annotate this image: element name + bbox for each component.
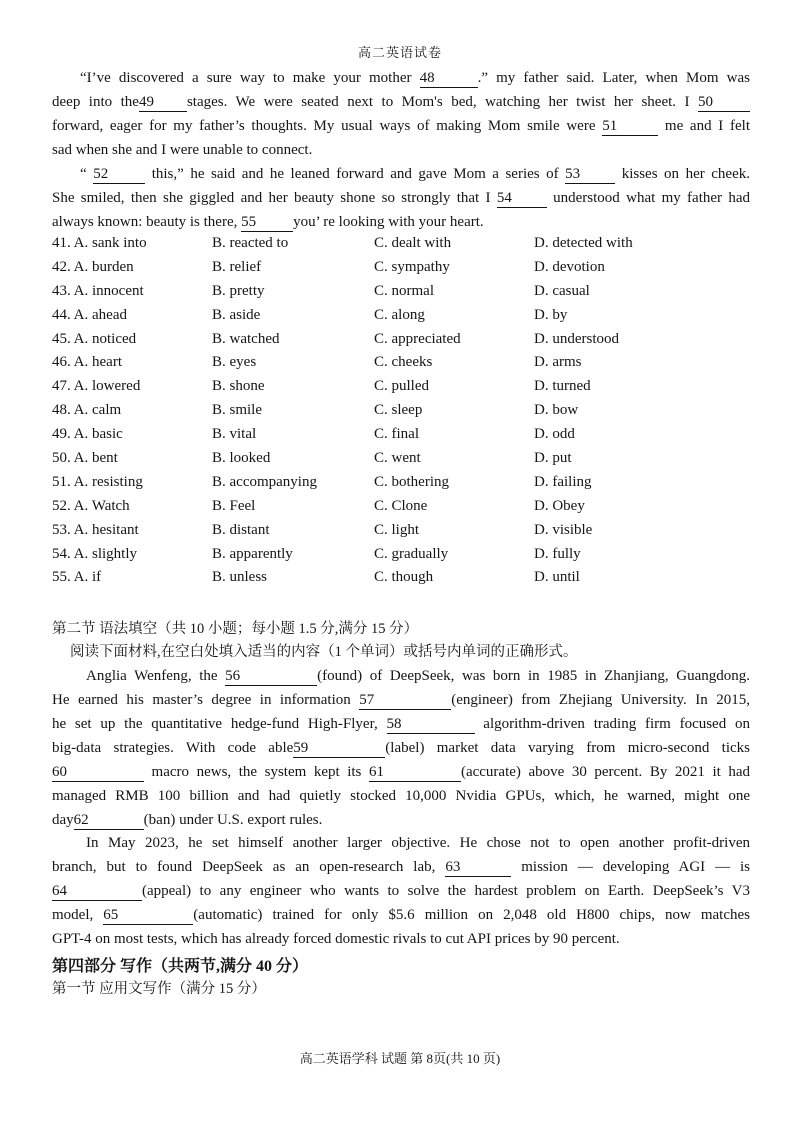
grammar-paragraph-2: In May 2023, he set himself another larger objective. He chose not to open another profit-driven branch, but to found DeepSeek as an open-research lab, 63 mission — developing AGI — is 64 (appeal) to any engineer who wants to solve the hardest problem on Earth. DeepSeek’s V3 model, 65 (automatic) trained for only $5.6 million on 2,048 old H800 chips, now matches GPT-4 on most tests, which has already forced domestic rivals to cut API prices by 90 percent. bbox=[52, 835, 750, 947]
option-choice[interactable]: C. Clone bbox=[374, 497, 428, 514]
option-choice[interactable]: C. pulled bbox=[374, 378, 429, 395]
option-choice[interactable]: 44. A. ahead bbox=[52, 306, 127, 323]
option-row bbox=[52, 543, 752, 567]
option-choice[interactable]: 53. A. hesitant bbox=[52, 521, 139, 538]
option-row bbox=[52, 328, 752, 352]
option-choice[interactable]: B. relief bbox=[212, 258, 262, 275]
option-choice[interactable]: C. sleep bbox=[374, 402, 423, 419]
option-choice[interactable]: 49. A. basic bbox=[52, 426, 123, 443]
option-choice[interactable]: D. odd bbox=[534, 426, 575, 443]
option-choice[interactable]: B. unless bbox=[212, 569, 268, 586]
option-choice[interactable]: D. arms bbox=[534, 354, 582, 371]
option-choice[interactable]: 42. A. burden bbox=[52, 258, 134, 275]
option-choice[interactable]: 55. A. if bbox=[52, 569, 102, 586]
option-choice[interactable]: C. appreciated bbox=[374, 330, 461, 347]
option-row bbox=[52, 280, 752, 304]
option-choice[interactable]: D. bow bbox=[534, 402, 579, 419]
option-choice[interactable]: B. distant bbox=[212, 521, 270, 538]
option-choice[interactable]: D. turned bbox=[534, 378, 591, 395]
option-choice[interactable]: D. put bbox=[534, 450, 572, 467]
option-choice[interactable]: B. aside bbox=[212, 306, 261, 323]
option-choice[interactable]: 43. A. innocent bbox=[52, 282, 144, 299]
blank-62[interactable]: 62 bbox=[74, 811, 144, 830]
grammar-paragraph-1: Anglia Wenfeng, the 56 (found) of DeepSeek, was born in 1985 in Zhanjiang, Guangdong. He earned his master’s degree in information 57 (engineer) from Zhejiang University. In 2015, he set up the quantitative hedge-fund High-Flyer, 58 algorithm-driven trading firm focused on big-data strategies. With code able59 (label) market data varying from micro-second ticks 60 macro news, the system kept its 61 (accurate) above 30 percent. By 2021 it had managed RMB 100 billion and had quietly stocked 10,000 Nvidia GPUs, which, he warned, might one day62 (ban) under U.S. export rules. bbox=[52, 668, 750, 828]
option-choice[interactable]: 41. A. sank into bbox=[52, 235, 147, 251]
option-choice[interactable]: C. gradually bbox=[374, 545, 449, 562]
blank-51[interactable]: 51 bbox=[602, 117, 658, 136]
option-choice[interactable]: B. pretty bbox=[212, 282, 265, 299]
blank-57[interactable]: 57 bbox=[359, 691, 451, 710]
option-row bbox=[52, 519, 752, 543]
option-choice[interactable]: C. bothering bbox=[374, 473, 449, 490]
option-row bbox=[52, 566, 752, 590]
blank-58[interactable]: 58 bbox=[387, 715, 475, 734]
option-choice[interactable]: 48. A. calm bbox=[52, 402, 122, 419]
option-choice[interactable]: B. watched bbox=[212, 330, 280, 347]
option-choice[interactable]: D. failing bbox=[534, 473, 592, 490]
section-1-title: 第一节 应用文写作（满分 15 分） bbox=[52, 981, 266, 997]
blank-60[interactable]: 60 bbox=[52, 763, 144, 782]
option-choice[interactable]: B. smile bbox=[212, 402, 263, 419]
option-choice[interactable]: C. cheeks bbox=[374, 354, 433, 371]
blank-65[interactable]: 65 bbox=[103, 906, 193, 925]
blank-61[interactable]: 61 bbox=[369, 763, 461, 782]
option-row bbox=[52, 351, 752, 375]
option-choice[interactable]: C. light bbox=[374, 521, 420, 538]
option-choice[interactable]: D. visible bbox=[534, 521, 593, 538]
option-choice[interactable]: B. apparently bbox=[212, 545, 293, 562]
part-4-title: 第四部分 写作（共两节,满分 40 分） bbox=[52, 958, 309, 975]
option-choice[interactable]: D. devotion bbox=[534, 258, 605, 275]
blank-56[interactable]: 56 bbox=[225, 667, 317, 686]
blank-53[interactable]: 53 bbox=[565, 165, 615, 184]
blank-49[interactable]: 49 bbox=[139, 93, 187, 112]
option-choice[interactable]: 54. A. slightly bbox=[52, 545, 138, 562]
option-row bbox=[52, 423, 752, 447]
blank-48[interactable]: 48 bbox=[420, 69, 478, 88]
option-choice[interactable]: C. normal bbox=[374, 282, 434, 299]
option-row bbox=[52, 256, 752, 280]
option-choice[interactable]: D. until bbox=[534, 569, 580, 586]
page-header: 高二英语试卷 bbox=[357, 45, 442, 60]
option-choice[interactable]: C. along bbox=[374, 306, 425, 323]
page-footer: 高二英语学科 试题 第 8页(共 10 页) bbox=[299, 1051, 501, 1066]
option-choice[interactable]: 52. A. Watch bbox=[52, 497, 130, 514]
options-table bbox=[52, 232, 752, 590]
section-2-instructions: 阅读下面材料,在空白处填入适当的内容（1 个单词）或括号内单词的正确形式。 bbox=[70, 644, 578, 660]
option-choice[interactable]: B. Feel bbox=[212, 497, 256, 514]
option-choice[interactable]: B. eyes bbox=[212, 354, 257, 371]
option-choice[interactable]: D. understood bbox=[534, 330, 619, 347]
option-row bbox=[52, 447, 752, 471]
option-choice[interactable]: B. looked bbox=[212, 450, 271, 467]
option-choice[interactable]: D. casual bbox=[534, 282, 590, 299]
section-2-title: 第二节 语法填空（共 10 小题；每小题 1.5 分,满分 15 分） bbox=[52, 621, 419, 637]
option-choice[interactable]: C. dealt with bbox=[374, 235, 452, 251]
option-choice[interactable]: D. by bbox=[534, 306, 568, 323]
option-choice[interactable]: B. vital bbox=[212, 426, 257, 443]
option-row bbox=[52, 471, 752, 495]
blank-63[interactable]: 63 bbox=[445, 858, 511, 877]
option-choice[interactable]: 45. A. noticed bbox=[52, 330, 137, 347]
option-choice[interactable]: 50. A. bent bbox=[52, 450, 118, 467]
option-choice[interactable]: 51. A. resisting bbox=[52, 473, 143, 490]
passage-paragraph-1: “I’ve discovered a sure way to make your mother 48 .” my father said. Later, when Mom was deep into the49 stages. We were seated next to Mom's bed, watching her twist her sheet. I 50 forward, eager for my father’s thoughts. My usual ways of making Mom smile were 51 me and I felt sad when she and I were unable to connect. bbox=[52, 70, 750, 158]
blank-54[interactable]: 54 bbox=[497, 189, 547, 208]
option-choice[interactable]: C. final bbox=[374, 426, 419, 443]
option-row bbox=[52, 399, 752, 423]
option-choice[interactable]: 46. A. heart bbox=[52, 354, 122, 371]
option-choice[interactable]: 47. A. lowered bbox=[52, 378, 141, 395]
option-choice[interactable]: C. sympathy bbox=[374, 258, 450, 275]
option-choice[interactable]: C. went bbox=[374, 450, 421, 467]
option-choice[interactable]: D. Obey bbox=[534, 497, 585, 514]
blank-59[interactable]: 59 bbox=[293, 739, 385, 758]
blank-50[interactable]: 50 bbox=[698, 93, 750, 112]
option-row bbox=[52, 232, 752, 256]
blank-64[interactable]: 64 bbox=[52, 882, 142, 901]
option-choice[interactable]: D. fully bbox=[534, 545, 581, 562]
option-choice[interactable]: B. accompanying bbox=[212, 473, 317, 490]
option-row bbox=[52, 304, 752, 328]
blank-55[interactable]: 55 bbox=[241, 213, 293, 232]
option-choice[interactable]: B. reacted to bbox=[212, 235, 289, 251]
option-row bbox=[52, 495, 752, 519]
passage-paragraph-2: “ 52 this,” he said and he leaned forward and gave Mom a series of 53 kisses on her cheek. She smiled, then she giggled and her beauty shone so strongly that I 54 understood what my father had always known: beauty is there, 55 you’ re looking with your heart. bbox=[52, 166, 750, 230]
option-choice[interactable]: D. detected with bbox=[534, 235, 633, 251]
option-choice[interactable]: B. shone bbox=[212, 378, 265, 395]
option-row bbox=[52, 375, 752, 399]
blank-52[interactable]: 52 bbox=[93, 165, 145, 184]
option-choice[interactable]: C. though bbox=[374, 569, 434, 586]
